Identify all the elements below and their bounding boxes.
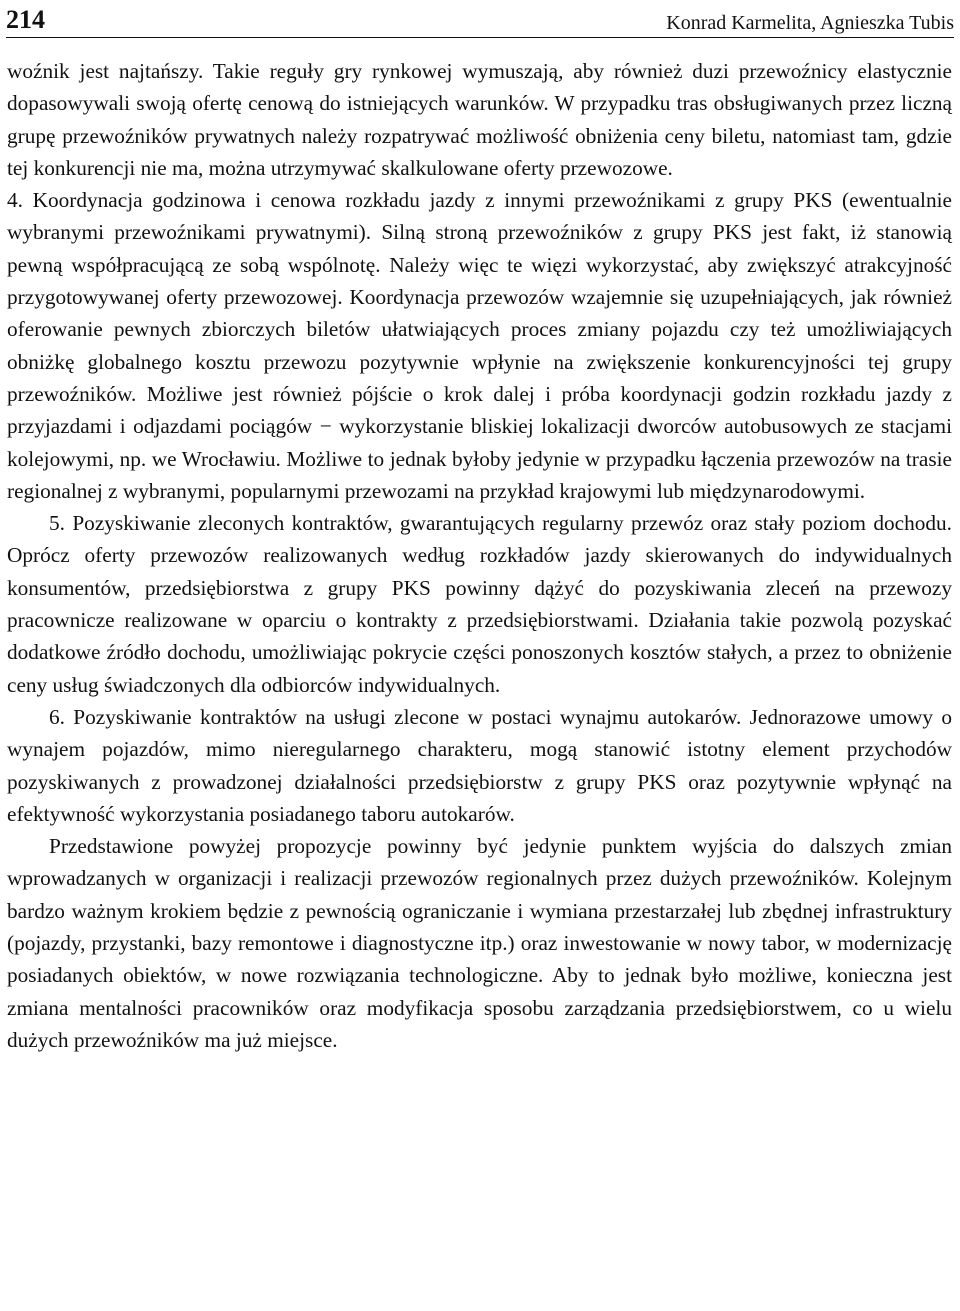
paragraph: 6. Pozyskiwanie kontraktów na usługi zlecone w postaci wynajmu autokarów. Jednorazowe umowy o wynajem pojazdów, mimo nieregularnego charakteru, mogą stanowić istotny element przychodów pozyskiwanych z prowadzonej działalności przedsiębiorstw z grupy PKS oraz pozytywnie wpłynąć na efektywność wykorzystania posiadanego taboru autokarów. — [7, 704, 952, 826]
paragraph: 4. Koordynacja godzinowa i cenowa rozkładu jazdy z innymi przewoźnikami z grupy PKS (ewentualnie wybranymi przewoźnikami prywatnymi). Silną stroną przewoźników z grupy PKS jest fakt, iż stanowią pewną współpracującą ze sobą wspólnotę. Należy więc te więzi wykorzystać, aby zwiększyć atrakcyjność przygotowywanej oferty przewozowej. Koordynacja przewozów wzajemnie się uzupełniających, jak również oferowanie pewnych zbiorczych biletów ułatwiających proces zmiany pojazdu czy też umożliwiających obniżkę globalnego kosztu przewozu pozytywnie wpłynie na zwiększenie konkurencyjności tej grupy przewoźników. Możliwe jest również pójście o krok dalej i próba koordynacji godzin rozkładu jazdy z przyjazdami i odjazdami pociągów − wykorzystanie bliskiej lokalizacji dworców autobusowych ze stacjami kolejowymi, np. we Wrocławiu. Możliwe to jednak byłoby jedynie w przypadku łączenia przewozów na trasie regionalnej z wybranymi, popularnymi przewozami na przykład krajowymi lub międzynarodowymi. — [7, 188, 952, 503]
paragraph: woźnik jest najtańszy. Takie reguły gry rynkowej wymuszają, aby również duzi przewoźnicy elastycznie dopasowywali swoją ofertę cenową do istniejących warunków. W przypadku tras obsługiwanych przez liczną grupę przewoźników prywatnych należy rozpatrywać możliwość obniżenia ceny biletu, natomiast tam, gdzie tej konkurencji nie ma, można utrzymywać skalkulowane oferty przewozowe. — [7, 59, 952, 180]
running-head-authors: Konrad Karmelita, Agnieszka Tubis — [666, 12, 954, 34]
paragraph: 5. Pozyskiwanie zleconych kontraktów, gwarantujących regularny przewóz oraz stały poziom dochodu. Oprócz oferty przewozów realizowanych według rozkładów jazdy skierowanych do indywidualnych konsumentów, przedsiębiorstwa z grupy PKS powinny dążyć do pozyskiwania zleceń na przewozy pracownicze realizowane w oparciu o kontrakty z przedsiębiorstwami. Działania takie pozwolą pozyskać dodatkowe źródło dochodu, umożliwiając pokrycie części ponoszonych kosztów stałych, a przez to obniżenie ceny usług świadczonych dla odbiorców indywidualnych. — [7, 511, 952, 697]
page-number: 214 — [6, 5, 45, 34]
body-text — [7, 55, 952, 1056]
paragraph: Przedstawione powyżej propozycje powinny być jedynie punktem wyjścia do dalszych zmian wprowadzanych w organizacji i realizacji przewozów regionalnych przez dużych przewoźników. Kolejnym bardzo ważnym krokiem będzie z pewnością ograniczanie i wymiana przestarzałej lub zbędnej infrastruktury (pojazdy, przystanki, bazy remontowe i diagnostyczne itp.) oraz inwestowanie w nowy tabor, w modernizację posiadanych obiektów, w nowe rozwiązania technologiczne. Aby to jednak było możliwe, konieczna jest zmiana mentalności pracowników oraz modyfikacja sposobu zarządzania przedsiębiorstwem, co u wielu dużych przewoźników ma już miejsce. — [7, 834, 952, 1052]
page-header — [6, 0, 954, 38]
